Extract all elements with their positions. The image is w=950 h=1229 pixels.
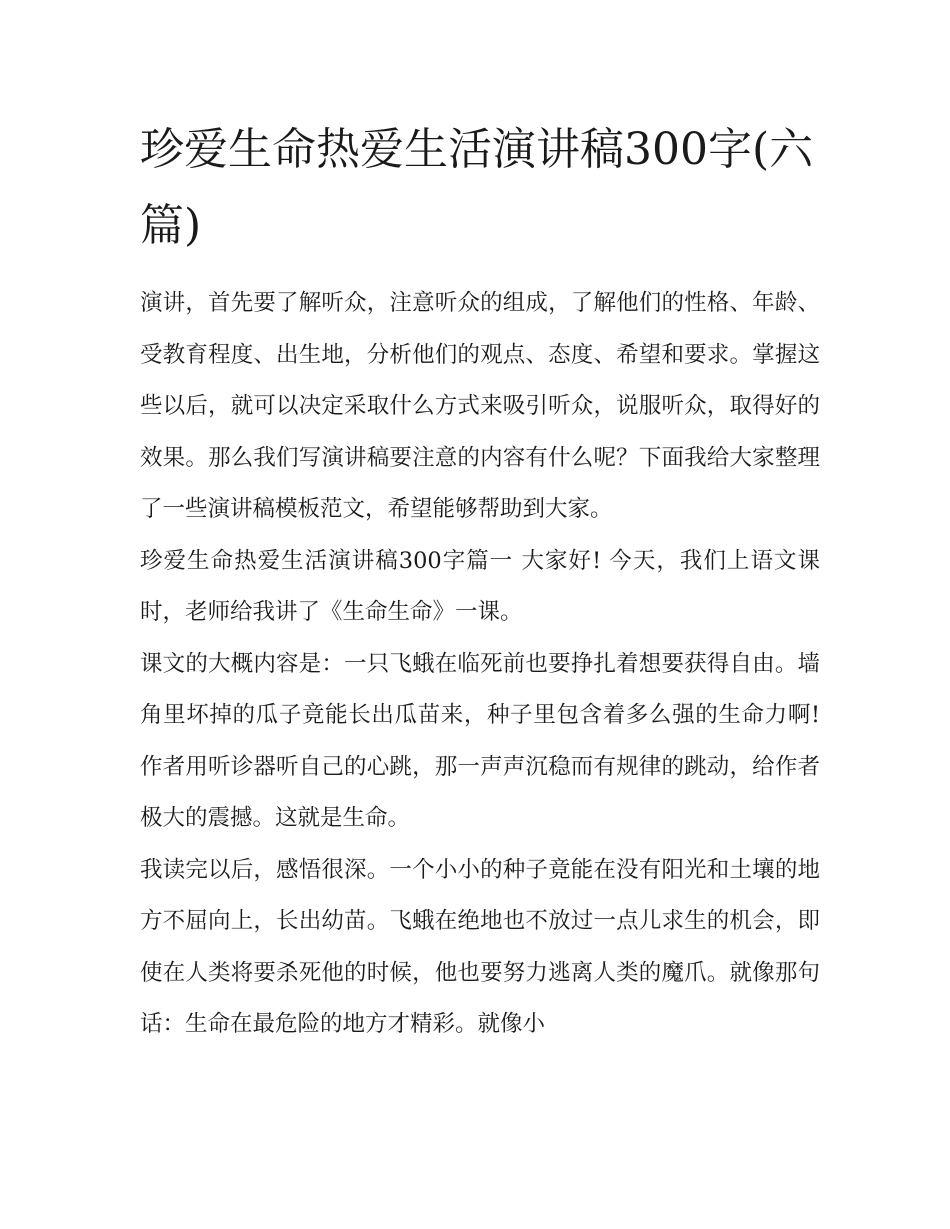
paragraph-intro: 演讲，首先要了解听众，注意听众的组成，了解他们的性格、年龄、受教育程度、出生地，分析他们的观点、态度、希望和要求。掌握这些以后，就可以决定采取什么方式来吸引听众，说服听众，取得好的效果。那么我们写演讲稿要注意的内容有什么呢？下面我给大家整理了一些演讲稿模板范文，希望能够帮助到大家。 — [140, 290, 820, 522]
paragraph-reflection: 我读完以后，感悟很深。一个小小的种子竟能在没有阳光和土壤的地方不屈向上，长出幼苗。飞蛾在绝地也不放过一点儿求生的机会，即使在人类将要杀死他的时候，他也要努力逃离人类的魔爪。就像那句话：生命在最危险的地方才精彩。就像小 — [140, 856, 820, 1037]
document-title: 珍爱生命热爱生活演讲稿300字(六篇) — [140, 124, 814, 251]
document-page — [140, 112, 820, 1051]
paragraph-speech-one-opening: 珍爱生命热爱生活演讲稿300字篇一 大家好! 今天，我们上语文课时，老师给我讲了《生命生命》一课。 — [140, 547, 820, 625]
paragraph-lesson-summary: 课文的大概内容是：一只飞蛾在临死前也要挣扎着想要获得自由。墙角里坏掉的瓜子竟能长出瓜苗来，种子里包含着多么强的生命力啊!作者用听诊器听自己的心跳，那一声声沉稳而有规律的跳动，给作者极大的震撼。这就是生命。 — [140, 650, 820, 831]
